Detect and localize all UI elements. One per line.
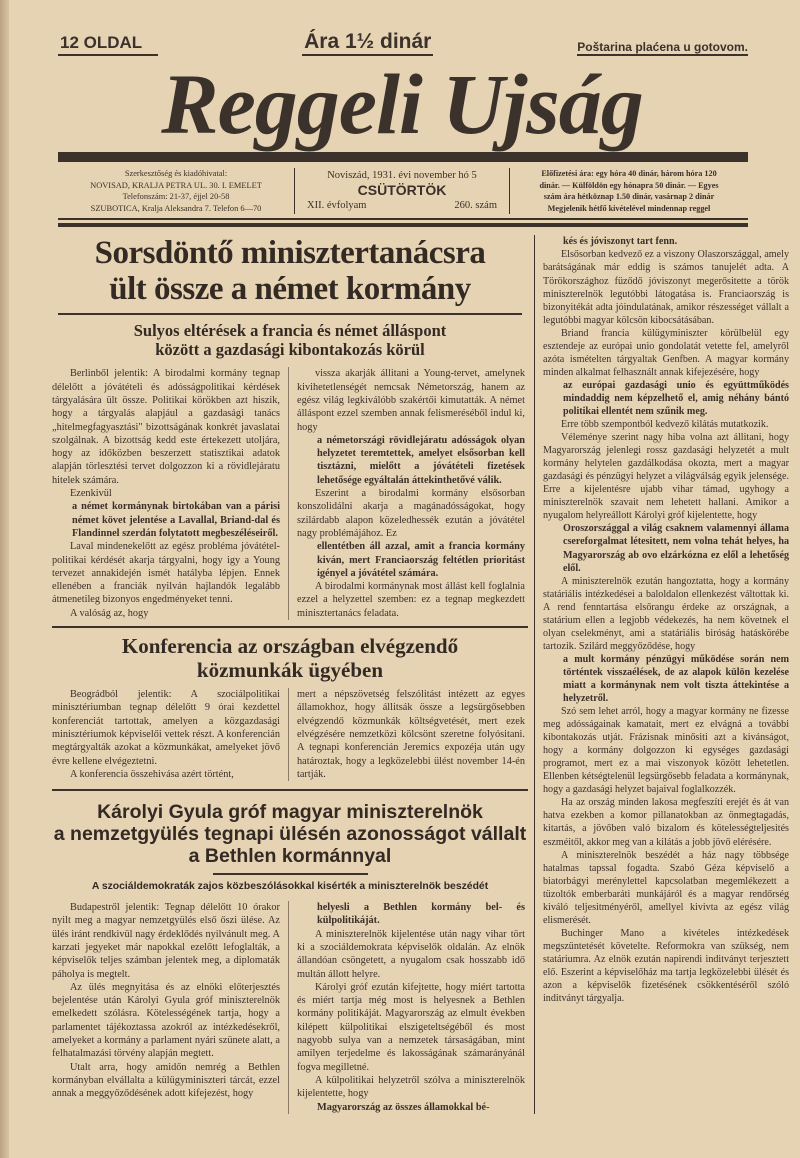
paragraph: Ezenkivül (70, 488, 112, 500)
rule (52, 789, 528, 791)
karolyi-column-3 (543, 235, 789, 1005)
lead-columns (52, 367, 528, 620)
volume: XII. évfolyam (307, 200, 367, 211)
subscription-line: Előfizetési ára: egy hóra 40 dinár, három hóra 120 (541, 169, 717, 178)
paragraph: vissza akarják állitani a Young-tervet, amelynek kivihetetlenségét nemcsak Németország, hanem az egész világ legkiválóbb szakértői kimutatták. A német álláspont ezzel szemben annak felismeréséből indul ki, hogy (297, 368, 525, 433)
weekday: CSÜTÖRTÖK (357, 182, 447, 198)
headline-line: Sorsdöntő minisztertanácsra (94, 235, 486, 272)
paragraph: A valóság az, hogy (70, 607, 149, 619)
paragraph: Elsősorban kedvező ez a viszony Olaszországgal, amely barátságának már eddig is számos tanujelét adta. A Törökországhoz füződő jóviszonyt megerősitette a török miniszterelnök legutóbbi látogatása is. Franciaország is bizonyitékát adta jóindulatának, amikor részességet vállalt a legutóbbi magyar kölcsön kibocsátásában. (543, 249, 789, 326)
publisher-address (58, 168, 294, 214)
paragraph: A konferencia összehivása azért történt, (70, 768, 234, 780)
lead-headline (52, 235, 528, 307)
paragraph: A miniszterelnök kijelentése után nagy vihar tört ki a szociáldemokrata képviselők oldalán. Az elnök állandóan csöngetett, a nyugalom csak hosszabb idő multán állott helyre. (297, 928, 525, 980)
headline-line: Konferencia az országban elvégzendő (121, 634, 459, 659)
bold-paragraph: a német kormánynak birtokában van a párisi német követ jelentése a Lavallal, Briand-dal és Flandinnel szerdán folytatott megbeszéléseiről. (72, 501, 280, 539)
rule (58, 223, 748, 227)
paragraph: mert a népszövetség felszólitást intézett az egyes államokhoz, hogy állitsák össze a legsürgősebben elvégzendő közmunkák költségvetését, mert ezek elvégzésére nemzetközi kölcsönt szeretne folyósitani. A tegnapi konferencián Jeremics expozéja után ugy határoztak, hogy a legközelebbi ülést november 14-én tartják. (297, 689, 525, 780)
bold-paragraph: a németországi rövidlejáratu adósságok olyan helyzetet teremtettek, amelyet elsősorban kell tisztázni, mielőtt a jóvátételi fizetések lehetősége egyáltalán áttekinthetővé válik. (317, 434, 525, 486)
rule (58, 313, 522, 315)
address-line: Szerkesztőség és kiadóhivatal: (124, 169, 228, 178)
lead-subheadline (52, 321, 528, 359)
karolyi-subheadline: A szociáldemokraták zajos közbeszólásokkal kisérték a miniszterelnök beszédét (91, 881, 489, 893)
paragraph: Berlinből jelentik: A birodalmi kormány tegnap délelőtt a jóvátételi és adósságpolitikai kérdések tárgyalására ült össze. Politikai körökben azt hiszik, hogy a tárgyalás alapjául a gazdasági tanács „hitelmegfagyasztási" bizottságának konkrét javaslatai szolgálnak. A bizottság kedd este értekezett utoljára, hogy az időközben beszerzett statisztikai adatok alapján törlesztési tervet dolgozzon ki a rövidlejáratu hitelek számára. (52, 368, 280, 486)
ornament-rule (213, 873, 368, 875)
subheadline-line: között a gazdasági kibontakozás körül (155, 340, 425, 360)
lead-column-2 (288, 367, 525, 620)
address-line: NOVISAD, KRALJA PETRA UL. 30. I. EMELET (90, 180, 262, 190)
issue-number: 260. szám (454, 200, 497, 211)
karolyi-headline (52, 801, 528, 867)
karolyi-column-1 (52, 901, 288, 1114)
rule (58, 218, 748, 220)
paragraph: A miniszterelnök ezután hangoztatta, hogy a kormány statáriális intézkedései a baloldalon ellenkezést váltottak ki. A rend fenntartása elsőrangu érdeke az országnak, a statárium ellen a legjobb védekezés, ha nem követnek el olyan cselekményt, ami a statáriális biróság hatáskörébe tartozik. Szilárd meggyőződése, hogy (543, 575, 789, 652)
date-line: Noviszád, 1931. évi november hó 5 (327, 170, 477, 181)
paragraph: Szó sem lehet arról, hogy a magyar kormány ne fizesse meg adósságainak kamatait, mert ez elvágná a további kibontakozás utját. Frázisnak minősiti azt a kivánságot, hogy a kormány dolgozzon ki egységes gazdasági programot, mert ez a mai viszonyok között lehetetlen. Ellenben kétségtelenül legsürgősebb feladata a kormánynak, hogy a gazdasági helyzet bajaival foglalkozzék. (543, 706, 789, 796)
bold-paragraph: Magyarország az összes államokkal bé- (317, 1101, 490, 1113)
paragraph: A külpolitikai helyzetről szólva a miniszterelnök kijelentette, hogy (297, 1074, 525, 1100)
postage-note: Poštarina plaćena u gotovom. (577, 40, 748, 54)
left-area (52, 235, 528, 1113)
paragraph: A miniszterelnök beszédét a ház nagy többsége hatalmas tapssal fogadta. Szabó Géza képviselő a biatorbágyi merénylettel kapcsolatban megemlékezett a tüzoltók emberbaráti munkájáról és a magyar rendőrség kiváló teljesitményéről, amellyel kivivta az egész világ elismerését. (543, 849, 789, 926)
paragraph: Ha az ország minden lakosa megfeszíti erejét és át van hatva ezekben a komor pillanatokban az önmegtagadás, kitartás, a jövőben való bizalom és kötelességteljesités eszméitől, akkor meg van a kilátás a jobb jövő elérésére. (543, 797, 789, 848)
main-content (52, 235, 789, 1113)
headline-line: a Bethlen kormánnyal (188, 845, 392, 868)
paragraph: A birodalmi kormánynak most állást kell foglalnia ezzel a helyzettel szemben: ez a tegnap megkezdett minisztertanács feladata. (297, 581, 525, 619)
address-line: SZUBOTICA, Kralja Aleksandra 7. Telefon 6—70 (90, 203, 262, 213)
karolyi-column-2 (288, 901, 525, 1114)
paragraph: Buchinger Mano a kivételes intézkedések megszüntetését követelte. Reformokra van szükség, nem statáriumra. Az elnök ezután napirendi inditványt terjesztett elő. Eszerint a képviselőház ma tartja legközelebbi ülését és azon a képviselők fizetésének csökkentéséről szóló inditványt tárgyalja. (543, 927, 789, 1005)
konferencia-column-2 (288, 688, 525, 781)
headline-line: ült össze a német kormány (109, 271, 471, 308)
konferencia-column-1 (52, 688, 288, 781)
bold-paragraph: a mult kormány pénzügyi működése során nem történtek visszaélések, de az alapok külön kezelése miatt a kormánynak nem volt tiszta áttekintése a helyzetről. (563, 653, 789, 705)
right-area (534, 235, 789, 1113)
subheadline-line: Sulyos eltérések a francia és német álláspont (133, 321, 447, 341)
price: Ára 1½ dinár (302, 30, 433, 56)
paragraph: Károlyi gróf ezután kifejtette, hogy miért tartotta és miért tartja még most is helyesnek a Bethlen kormány politikáját. Magyarország az elmult években kilépett külpolitikai elszigeteltségéből és most nagyobb sulya van a nemzetek társaságában, mint amilyen terjedelme és lakosságának számarányánál fogva megilletné. (297, 981, 525, 1073)
subscription-info (510, 168, 748, 214)
address-line: Telefonszám: 21-37, éjjel 20-58 (122, 192, 230, 202)
masthead-bar (58, 152, 748, 162)
karolyi-columns (52, 901, 528, 1114)
bold-paragraph: kés és jóviszonyt tart fenn. (563, 236, 678, 248)
bold-paragraph: az európai gazdasági unio és együttműködés mindaddig nem képzelhető el, amig néhány bántó politikai ellentét nem szűnik meg. (563, 379, 789, 417)
headline-line: a nemzetgyülés tegnapi ülésén azonosságot vállalt (53, 823, 527, 846)
page-label: 12 OLDAL (58, 33, 158, 56)
paragraph: Briand francia külügyminiszter körülbelül egy esztendeje az európai unio gondolatát vetette fel, amelyről azóta ismételten tárgyaltak Genfben. A magyar kormány minden alkalmat felhasznált annak kifejezésére, hogy (543, 327, 789, 378)
masthead-info (58, 168, 748, 214)
bold-paragraph: Oroszországgal a világ csaknem valamennyi állama csereforgalmat létesitett, nem volna tehát helyes, ha Magyarország ab ovo elzárkózna ez elől a lehetőség elől. (563, 523, 789, 574)
konferencia-headline (52, 634, 528, 682)
top-row (58, 30, 748, 56)
paragraph: Az ülés megnyitása és az elnöki előterjesztés bejelentése után Károlyi Gyula gróf miniszterelnök emelkedett szólásra. Kötelességének tartja, hogy a parlamentet tájékoztassa azokról az intézkedésekről, amelyeket a kormány a parlament nyári szünete alatt, a felhatalmazási törvény alapján megtett. (52, 981, 280, 1060)
konferencia-columns (52, 688, 528, 781)
paragraph: Eszerint a birodalmi kormány elsősorban konszolidálni akarja a magánadósságokat, hogy szilárdabb alapon közeledhessék ezután a jóvátétel nagy problémájához. Ez (297, 488, 525, 539)
issue-info (295, 168, 509, 214)
paragraph: Budapestről jelentik: Tegnap délelőtt 10 órakor nyilt meg a magyar nemzetgyülés első őszi ülése. Az ülés iránt rendkivül nagy érdeklődés nyilvánult meg. A karzati jegyeket már napokkal ezelőtt lefoglalták, a képviselők teljes számban jelentek meg, a diplomaták páholya is megtelt. (52, 902, 280, 980)
paragraph: Erre több szempontból kedvező kilátás mutatkozik. (561, 419, 769, 431)
lead-column-1 (52, 367, 288, 620)
subscription-line: Megjelenik hétfő kivételével mindennap reggel (547, 203, 711, 213)
paragraph: Utalt arra, hogy amidőn nemrég a Bethlen kormányban elvállalta a külügyminiszteri tárcát, ezzel annak a meggyőződésének adott kifejezést, hogy (52, 1061, 280, 1100)
paragraph: Beográdból jelentik: A szociálpolitikai minisztériumban tegnap délelőtt 9 órai kezdettel konferenciát tartottak, amelyen a közgazdasági minisztériumok képviselői vettek részt. A konferencián megtárgyalták azokat a közmunkákat, amelyeket jövő évre kellene elvégeztetni. (52, 689, 280, 767)
paragraph: Laval mindenekelőtt az egész probléma jóvátétel-politikai kérdését akarja tárgyalni, hogy igy a Young tervezet annakidején ismét hatályba lépjen. Ennek ellenében a franciák nyilván hajlandók legalább átmenetileg bizonyos engedményeket tenni. (52, 541, 280, 606)
rule (52, 626, 528, 628)
newspaper-title: Reggeli Ujság (161, 56, 643, 152)
bold-paragraph: ellentétben áll azzal, amit a francia kormány kiván, mert Franciaország feltétlen prioritást igényel a jóvátétel számára. (317, 541, 525, 579)
headline-line: közmunkák ügyében (196, 658, 384, 683)
bold-paragraph: helyesli a Bethlen kormány bel- és külpolitikáját. (317, 902, 525, 927)
paragraph: Véleménye szerint nagy hiba volna azt állitani, hogy Magyarország jelenlegi rossz gazdasági helyzetét a mult kormány helytelen gazdálkodása okozta, mert a magyar gazdasági és pénzügyi helyzet a világválság egyik jelensége. Erre a kijelentésre ujabb vihar támad, ugyhogy a miniszterelnök szavait nem lehetett hallani. Amikor a nyugalom helyreállott Károlyi gróf kijelentette, hogy (543, 432, 789, 522)
subscription-line: szám ára hétköznap 1.50 dinár, vasárnap 2 dinár (543, 192, 715, 202)
headline-line: Károlyi Gyula gróf magyar miniszterelnök (97, 801, 483, 824)
subscription-line: dinár. — Külföldön egy hónapra 50 dinár. — Egyes (539, 180, 719, 190)
page-edge (0, 0, 9, 1158)
